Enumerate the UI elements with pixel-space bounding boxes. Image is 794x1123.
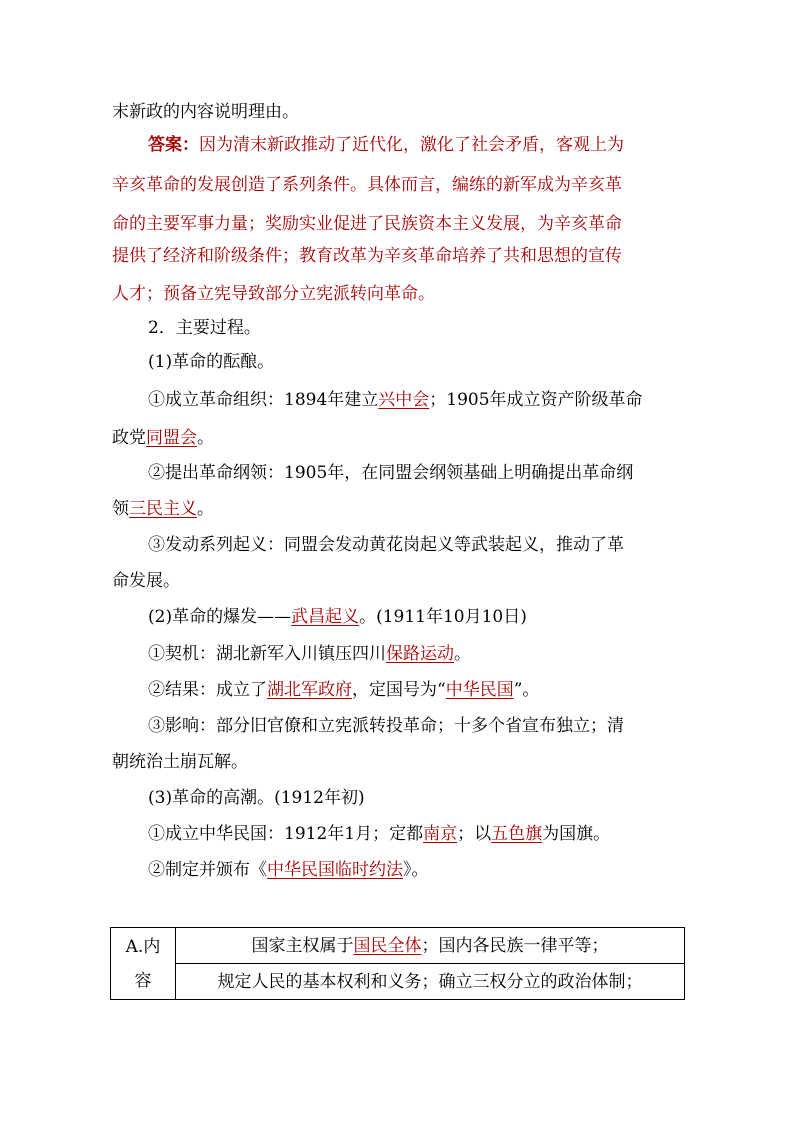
text-line	[148, 859, 429, 881]
text-span: ①成立革命组织：1894年建立	[148, 390, 379, 410]
table-cell: 规定人民的基本权利和义务；确立三权分立的政治体制；	[176, 964, 685, 1000]
text-line: ③发动系列起义：同盟会发动黄花岗起义等武装起义，推动了革	[148, 535, 624, 555]
subsection-heading: (3)革命的高潮。(1912年初)	[148, 788, 365, 808]
content-table	[110, 927, 685, 1000]
answer-line: 人才；预备立宪导致部分立宪派转向革命。	[112, 284, 435, 304]
fill-answer: 三民主义	[129, 499, 197, 519]
text-span: ①成立中华民国：1912年1月；定都	[148, 824, 424, 844]
subsection-heading: (1)革命的酝酿。	[148, 352, 275, 372]
section-title: 2．主要过程。	[148, 318, 261, 338]
text-line: ③影响：部分旧官僚和立宪派转投革命；十多个省宣布独立；清	[148, 716, 624, 736]
fill-answer: 五色旗	[491, 824, 543, 844]
subsection-heading	[148, 606, 527, 628]
answer-line: 提供了经济和阶级条件；教育改革为辛亥革命培养了共和思想的宣传	[112, 246, 622, 266]
text-span: ②制定并颁布《	[148, 860, 267, 880]
text-line: 命发展。	[112, 571, 180, 591]
table-header-line: A.内	[125, 936, 161, 957]
fill-answer: 武昌起义	[291, 607, 360, 627]
text-span: 。	[197, 499, 214, 519]
text-line	[112, 101, 299, 123]
fill-answer: 保路运动	[386, 644, 454, 664]
text-line: 朝统治土崩瓦解。	[112, 752, 248, 772]
fill-answer: 国民全体	[353, 935, 422, 956]
answer-text: 因为清末新政推动了近代化，激化了社会矛盾，客观上为	[199, 135, 624, 155]
fill-answer: 湖北军政府	[267, 680, 352, 700]
text-span: 领	[112, 499, 129, 519]
text-span: 为国旗。	[542, 824, 611, 844]
text-span: ；以	[457, 824, 492, 844]
table-header-line: 容	[134, 970, 152, 991]
text-span: 末新政的内容说明理由。	[112, 102, 299, 122]
fill-answer: 南京	[423, 824, 458, 844]
text-span: ”。	[513, 680, 540, 700]
table-cell	[176, 928, 685, 964]
fill-answer: 中华民国	[445, 680, 514, 700]
text-line	[148, 823, 610, 845]
answer-line	[148, 134, 624, 156]
section-heading	[148, 317, 261, 339]
fill-answer: 同盟会	[146, 428, 197, 448]
text-span: 国家主权属于	[251, 935, 354, 956]
text-line	[148, 389, 643, 411]
text-line	[148, 643, 471, 665]
text-span: 。	[454, 644, 471, 664]
text-span: 》。	[403, 860, 429, 880]
answer-label: 答案：	[148, 135, 199, 155]
text-span: ，定国号为“	[352, 680, 446, 700]
text-line	[112, 427, 214, 449]
text-span: ；1905年成立资产阶级革命	[429, 390, 643, 410]
text-line	[112, 498, 214, 520]
fill-answer: 兴中会	[378, 390, 430, 410]
text-span: ②结果：成立了	[148, 680, 267, 700]
answer-line: 辛亥革命的发展创造了系列条件。具体而言，编练的新军成为辛亥革	[112, 175, 622, 195]
text-span: ①契机：湖北新军入川镇压四川	[148, 644, 386, 664]
text-span: (2)革命的爆发——	[148, 607, 292, 627]
text-span: 。	[197, 428, 214, 448]
text-span: ；国内各民族一律平等；	[421, 935, 609, 956]
text-span: 政党	[112, 428, 146, 448]
table-header-cell	[111, 928, 176, 1000]
answer-line: 命的主要军事力量；奖励实业促进了民族资本主义发展，为辛亥革命	[112, 214, 622, 234]
text-line: ②提出革命纲领：1905年，在同盟会纲领基础上明确提出革命纲	[148, 463, 634, 483]
text-line	[148, 679, 539, 701]
text-span: 。(1911年10月10日)	[359, 607, 527, 627]
fill-answer: 中华民国临时约法	[267, 860, 403, 880]
